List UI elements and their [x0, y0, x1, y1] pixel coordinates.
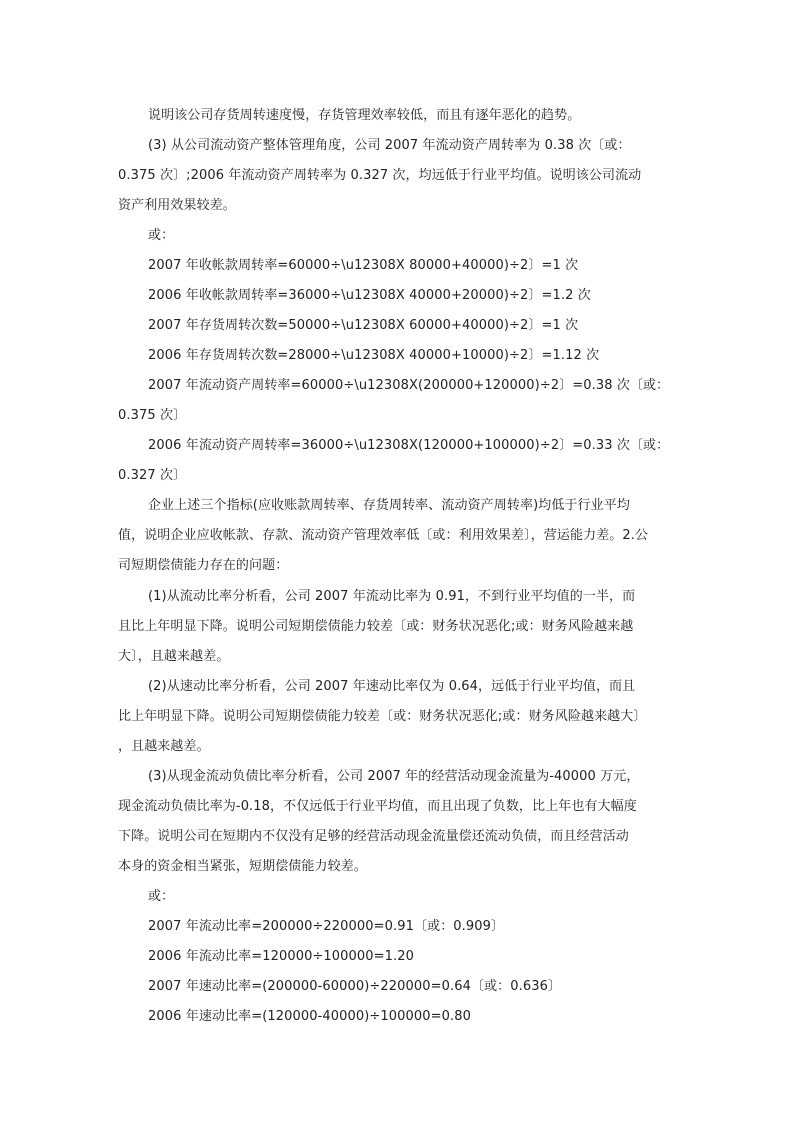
- text-line: 现金流动负债比率为-0.18，不仅远低于行业平均值，而且出现了负数，比上年也有大幅度: [118, 799, 637, 814]
- text-line: 司短期偿债能力存在的问题：: [118, 558, 289, 573]
- text-line: ，且越来越差。: [118, 739, 210, 754]
- text-line: 2007 年存货周转次数=50000÷\u12308X 60000+40000)÷2〕=1 次: [148, 318, 579, 333]
- text-line: 企业上述三个指标(应收账款周转率、存货周转率、流动资产周转率)均低于行业平均: [148, 498, 630, 513]
- text-line: 比上年明显下降。说明公司短期偿债能力较差〔或：财务状况恶化;或：财务风险越来越大〕: [118, 709, 647, 724]
- text-line: 下降。说明公司在短期内不仅没有足够的经营活动现金流量偿还流动负债，而且经营活动: [118, 829, 629, 844]
- text-line: 或：: [148, 228, 175, 243]
- text-line: 资产利用效果较差。: [118, 198, 236, 213]
- text-line: 本身的资金相当紧张，短期偿债能力较差。: [118, 859, 367, 874]
- text-line: (1)从流动比率分析看，公司 2007 年流动比率为 0.91，不到行业平均值的一半，而: [148, 589, 636, 604]
- text-line: 0.327 次〕: [118, 468, 187, 483]
- text-line: 2007 年收帐款周转率=60000÷\u12308X 80000+40000)÷2〕=1 次: [148, 258, 579, 273]
- text-line: 2006 年收帐款周转率=36000÷\u12308X 40000+20000)÷2〕=1.2 次: [148, 288, 591, 303]
- text-line: 值，说明企业应收帐款、存款、流动资产管理效率低〔或：利用效果差〕，营运能力差。2.公: [118, 528, 649, 543]
- text-line: 0.375 次〕;2006 年流动资产周转率为 0.327 次，均远低于行业平均值。说明该公司流动: [118, 168, 642, 183]
- text-line: 2006 年流动比率=120000÷100000=1.20: [148, 949, 414, 964]
- text-line: (3) 从公司流动资产整体管理角度，公司 2007 年流动资产周转率为 0.38 次〔或：: [148, 138, 631, 153]
- text-line: 说明该公司存货周转速度慢，存货管理效率较低，而且有逐年恶化的趋势。: [148, 108, 581, 123]
- text-line: (3)从现金流动负债比率分析看，公司 2007 年的经营活动现金流量为-40000 万元，: [148, 769, 640, 784]
- text-line: (2)从速动比率分析看，公司 2007 年速动比率仅为 0.64，远低于行业平均值，而且: [148, 679, 636, 694]
- text-line: 2006 年速动比率=(120000-40000)÷100000=0.80: [148, 1009, 471, 1024]
- text-line: 2007 年流动比率=200000÷220000=0.91〔或：0.909〕: [148, 919, 505, 934]
- text-line: 2007 年流动资产周转率=60000÷\u12308X(200000+120000)÷2〕=0.38 次〔或：: [148, 378, 670, 393]
- text-line: 或：: [148, 889, 175, 904]
- text-line: 2007 年速动比率=(200000-60000)÷220000=0.64〔或：0.636〕: [148, 979, 562, 994]
- text-line: 2006 年存货周转次数=28000÷\u12308X 40000+10000)÷2〕=1.12 次: [148, 348, 600, 363]
- text-line: 0.375 次〕: [118, 408, 187, 423]
- text-line: 2006 年流动资产周转率=36000÷\u12308X(120000+100000)÷2〕=0.33 次〔或：: [148, 438, 670, 453]
- text-line: 且比上年明显下降。说明公司短期偿债能力较差〔或：财务状况恶化;或：财务风险越来越: [118, 619, 634, 634]
- text-line: 大〕，且越来越差。: [118, 649, 230, 664]
